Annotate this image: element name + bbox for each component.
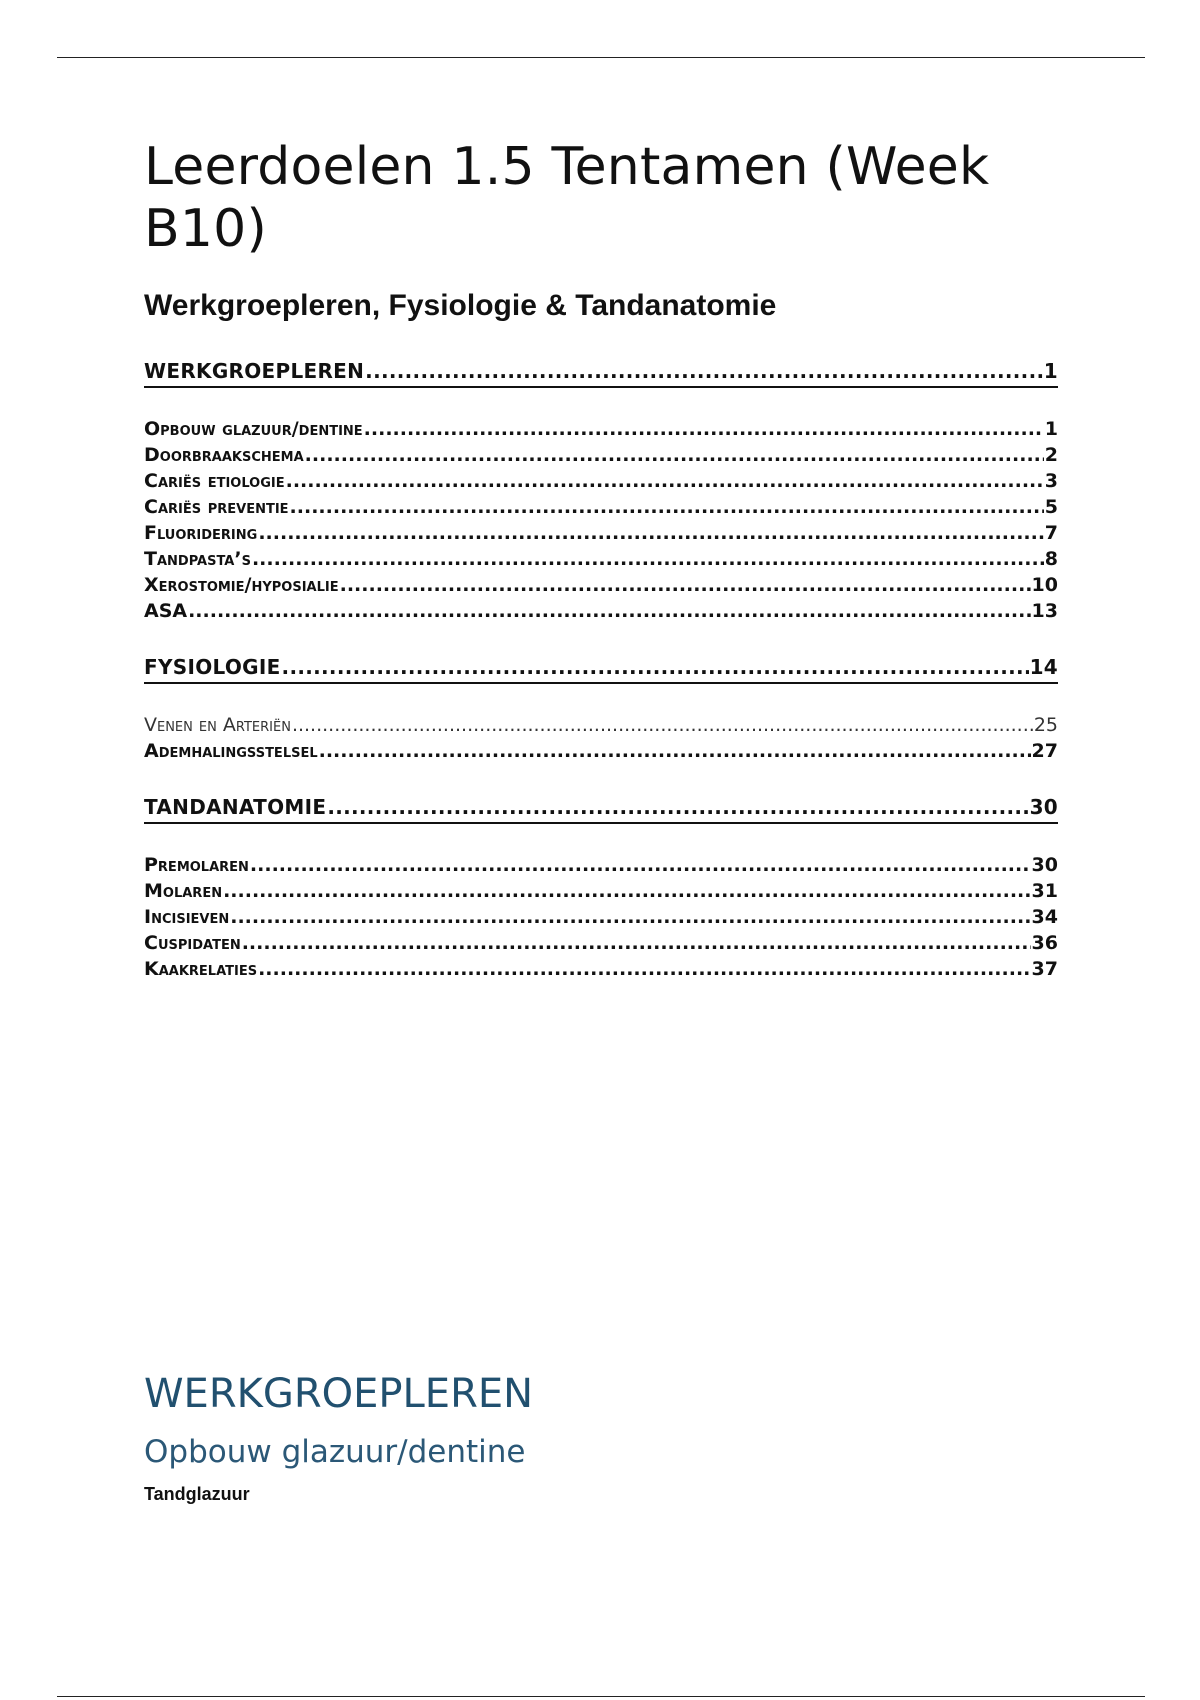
toc-entry-label: Molaren [144,880,223,902]
toc-entry-label: FYSIOLOGIE [144,655,281,679]
toc-entry-page: 5 [1044,496,1058,518]
toc-entry-page: 2 [1044,444,1058,466]
toc-entry-page: 37 [1031,958,1058,980]
toc-entry-tandpastas[interactable] [144,546,1058,572]
toc-entry-page: 25 [1033,714,1058,736]
toc-entry-fluoridering[interactable] [144,520,1058,546]
toc-entry-label: ASA [144,600,188,622]
toc-entry-xerostomie-hyposialie[interactable] [144,572,1058,598]
toc-entry-page: 30 [1029,795,1058,819]
toc-entry-page: 3 [1044,470,1058,492]
toc-leader [292,712,1033,738]
toc-entry-page: 1 [1044,418,1058,440]
document-title: Leerdoelen 1.5 Tentamen (Week B10) [144,137,990,259]
footer-rule [57,1696,1145,1697]
toc-leader [223,878,1030,904]
toc-leader [340,572,1031,598]
table-of-contents [144,356,1058,982]
toc-entry-page: 13 [1031,600,1058,622]
toc-entry-page: 31 [1031,880,1058,902]
toc-entry-label: Kaakrelaties [144,958,258,980]
toc-entry-asa[interactable] [144,598,1058,624]
toc-entry-page: 1 [1043,359,1058,383]
header-rule [57,57,1145,58]
toc-entry-label: Opbouw glazuur/dentine [144,418,363,440]
toc-leader [327,792,1028,822]
toc-entry-premolaren[interactable] [144,852,1058,878]
toc-leader [188,598,1030,624]
subheading-tandglazuur: Tandglazuur [144,1484,250,1504]
toc-leader [364,416,1044,442]
toc-leader [230,904,1030,930]
toc-entry-incisieven[interactable] [144,904,1058,930]
toc-entry-label: Doorbraakschema [144,444,304,466]
toc-entry-label: Cariës preventie [144,496,289,518]
toc-entry-venen-en-arterien[interactable] [144,712,1058,738]
toc-entry-label: Ademhalingsstelsel [144,740,318,762]
toc-entry-page: 27 [1031,740,1058,762]
toc-leader [365,356,1043,386]
toc-leader [319,738,1031,764]
toc-entry-doorbraakschema[interactable] [144,442,1058,468]
toc-entry-label: Xerostomie/hyposialie [144,574,339,596]
toc-entry-fysiologie[interactable] [144,652,1058,684]
toc-leader [252,546,1044,572]
toc-section-werkgroepleren [144,356,1058,652]
toc-entry-tandanatomie[interactable] [144,792,1058,824]
toc-leader [250,852,1031,878]
toc-entry-label: TANDANATOMIE [144,795,327,819]
toc-section-tandanatomie [144,792,1058,982]
toc-section-fysiologie [144,652,1058,792]
toc-entry-page: 7 [1044,522,1058,544]
toc-entry-label: Venen en Arteriën [144,714,291,736]
toc-entry-kaakrelaties[interactable] [144,956,1058,982]
toc-leader [305,442,1044,468]
toc-entry-label: Cuspidaten [144,932,241,954]
toc-entry-label: Incisieven [144,906,230,928]
toc-entry-werkgroepleren[interactable] [144,356,1058,388]
toc-leader [286,468,1044,494]
toc-entry-ademhalingsstelsel[interactable] [144,738,1058,764]
toc-entry-page: 34 [1031,906,1058,928]
toc-leader [258,956,1030,982]
section-heading-werkgroepleren: WERKGROEPLEREN [144,1371,534,1417]
toc-leader [290,494,1044,520]
document-content [144,136,1058,982]
toc-entry-label: WERKGROEPLEREN [144,359,365,383]
toc-entry-caries-preventie[interactable] [144,494,1058,520]
toc-entry-page: 30 [1031,854,1058,876]
toc-entry-cuspidaten[interactable] [144,930,1058,956]
document-subtitle: Werkgroepleren, Fysiologie & Tandanatomie [144,289,777,322]
toc-entry-page: 10 [1031,574,1058,596]
toc-entry-label: Tandpasta’s [144,548,251,570]
toc-entry-page: 8 [1044,548,1058,570]
toc-entry-opbouw-glazuur-dentine[interactable] [144,416,1058,442]
toc-entry-caries-etiologie[interactable] [144,468,1058,494]
toc-leader [282,652,1029,682]
toc-entry-label: Cariës etiologie [144,470,285,492]
toc-entry-label: Premolaren [144,854,249,876]
subsection-heading-opbouw-glazuur-dentine: Opbouw glazuur/dentine [144,1434,526,1470]
toc-entry-label: Fluoridering [144,522,258,544]
toc-entry-page: 36 [1031,932,1058,954]
toc-leader [258,520,1043,546]
toc-leader [242,930,1031,956]
toc-entry-molaren[interactable] [144,878,1058,904]
toc-entry-page: 14 [1029,655,1058,679]
